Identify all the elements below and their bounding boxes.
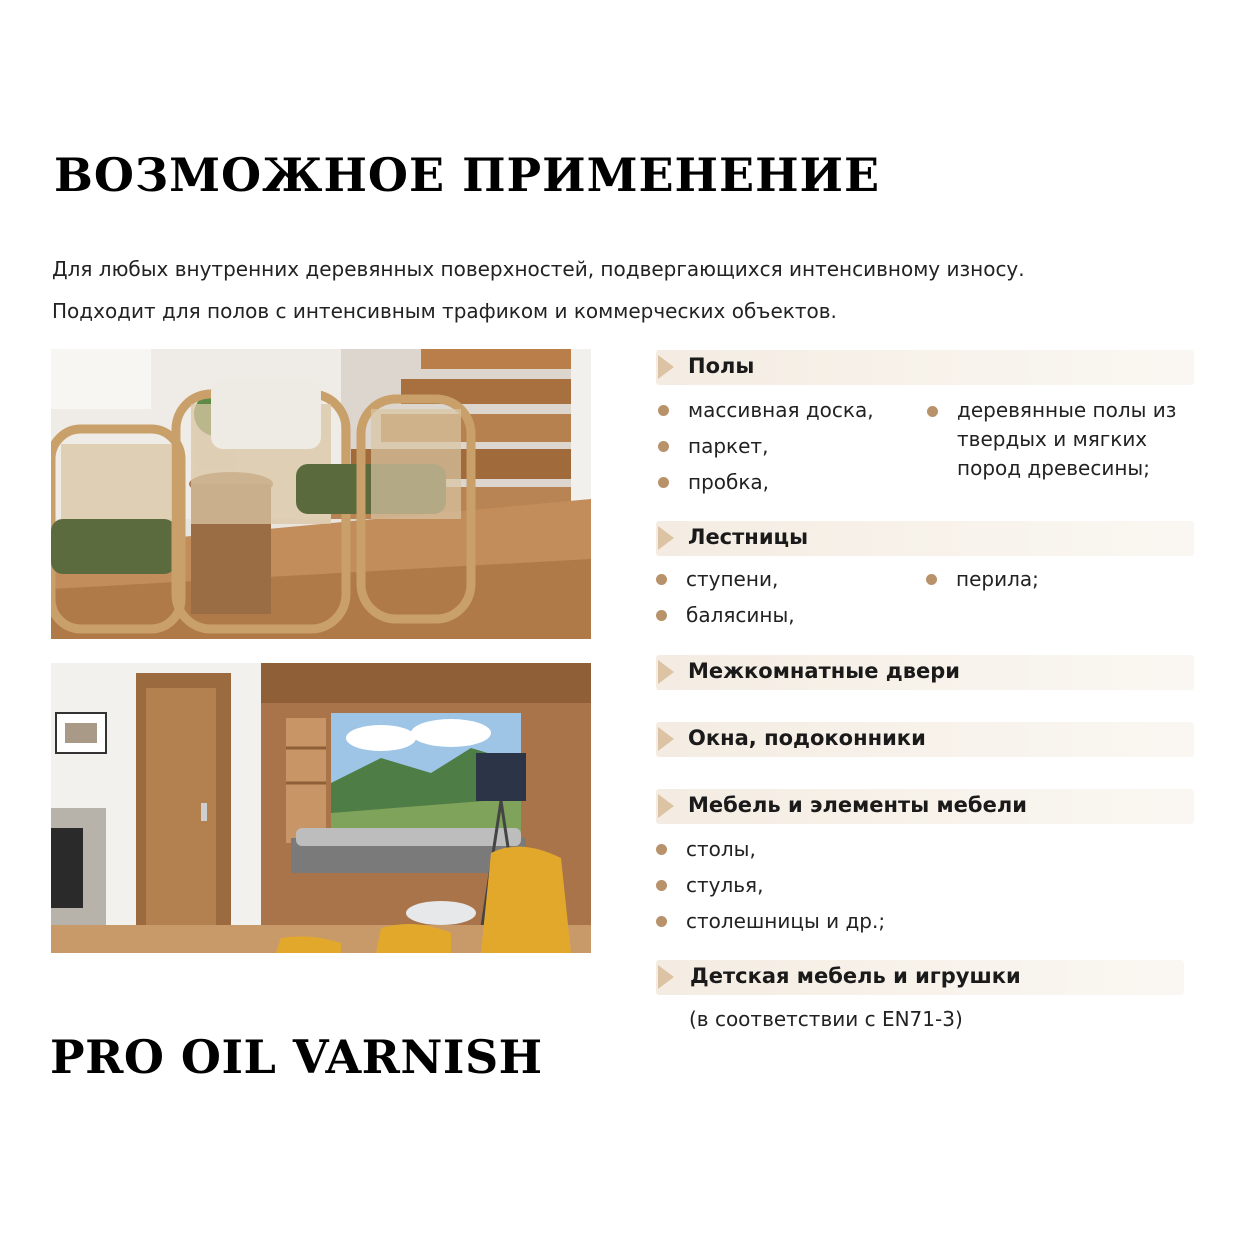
list-item: перила; <box>956 566 1039 592</box>
arrow-right-icon <box>658 526 674 550</box>
category-floors <box>656 350 1194 385</box>
arrow-right-icon <box>658 660 674 684</box>
bullet-icon <box>656 574 667 585</box>
arrow-right-icon <box>658 965 674 989</box>
bullet-icon <box>658 477 669 488</box>
bullet-icon <box>656 880 667 891</box>
category-label: Лестницы <box>688 525 809 549</box>
arrow-right-icon <box>658 355 674 379</box>
category-label: Межкомнатные двери <box>688 659 961 683</box>
photo-rattan-chairs <box>51 349 591 639</box>
bullet-icon <box>656 610 667 621</box>
list-item: столешницы и др.; <box>686 908 885 934</box>
list-item: пробка, <box>688 469 769 495</box>
list-item: деревянные полы из твердых и мягких пород древесины; <box>957 396 1197 483</box>
bullet-icon <box>656 916 667 927</box>
category-label: Окна, подоконники <box>688 726 926 750</box>
list-item: стулья, <box>686 872 763 898</box>
photo-wooden-interior <box>51 663 591 953</box>
bullet-icon <box>658 405 669 416</box>
bullet-icon <box>926 574 937 585</box>
list-item: паркет, <box>688 433 768 459</box>
category-kids-furniture <box>656 960 1184 995</box>
standard-note: (в соответствии с EN71-3) <box>689 1007 963 1031</box>
category-label: Полы <box>688 354 755 378</box>
list-item: массивная доска, <box>688 397 874 423</box>
category-windows <box>656 722 1194 757</box>
category-label: Мебель и элементы мебели <box>688 793 1027 817</box>
intro-line-2: Подходит для полов с интенсивным трафиком и коммерческих объектов. <box>52 299 837 323</box>
category-stairs <box>656 521 1194 556</box>
list-item: столы, <box>686 836 756 862</box>
page-title: ВОЗМОЖНОЕ ПРИМЕНЕНИЕ <box>54 148 881 202</box>
arrow-right-icon <box>658 794 674 818</box>
bullet-icon <box>656 844 667 855</box>
arrow-right-icon <box>658 727 674 751</box>
category-label: Детская мебель и игрушки <box>690 964 1021 988</box>
bullet-icon <box>658 441 669 452</box>
category-doors <box>656 655 1194 690</box>
category-furniture <box>656 789 1194 824</box>
list-item: балясины, <box>686 602 795 628</box>
list-item: ступени, <box>686 566 778 592</box>
brand-name: PRO OIL VARNISH <box>50 1030 543 1084</box>
bullet-icon <box>927 406 938 417</box>
intro-line-1: Для любых внутренних деревянных поверхностей, подвергающихся интенсивному износу. <box>52 257 1025 281</box>
